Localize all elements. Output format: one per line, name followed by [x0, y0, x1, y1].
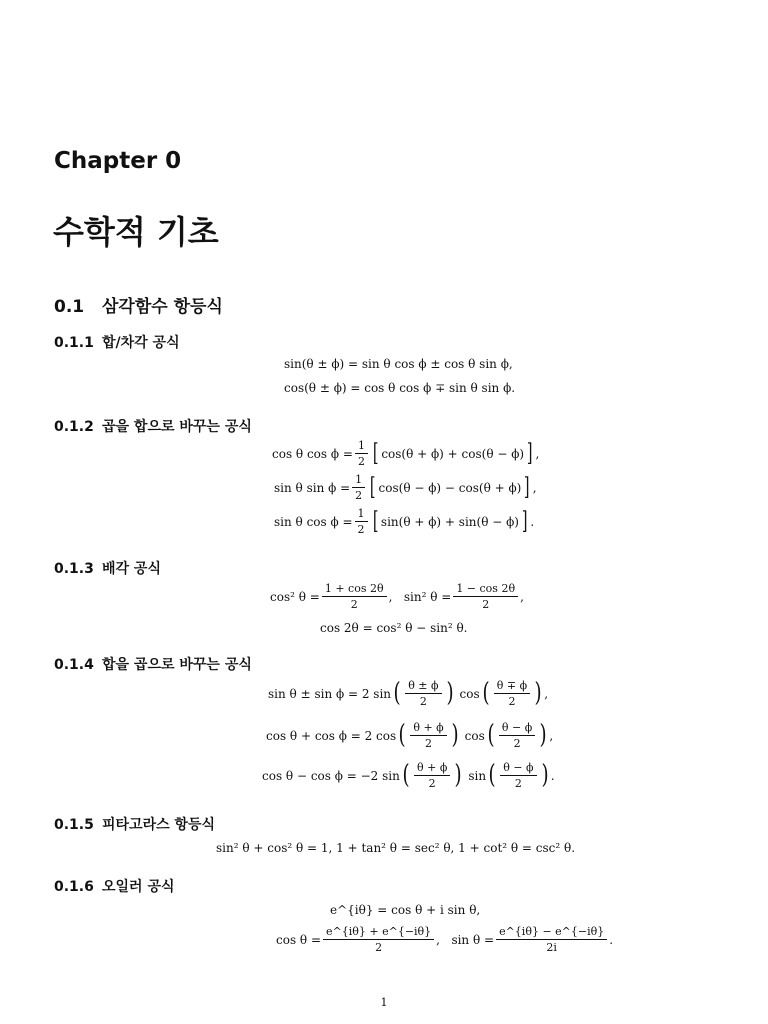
equation-cos-double: cos 2θ = cos² θ − sin² θ. — [320, 621, 468, 635]
section-number: 0.1 — [54, 297, 85, 317]
chapter-title: 수학적 기초 — [53, 213, 219, 251]
subsection-number: 0.1.1 — [54, 335, 94, 351]
equation-product-sin-sin: sin θ sin ϕ = $\frac{1}{2}$ [ cos(θ − ϕ) − cos(θ + ϕ) ] , — [274, 472, 537, 502]
fraction-half: $\frac{1}{2}$ — [352, 474, 365, 501]
subsection-title: 오일러 공식 — [102, 879, 175, 895]
subsection-title: 피타고라스 항등식 — [102, 817, 216, 833]
equation-product-sin-cos: sin θ cos ϕ = $\frac{1}{2}$ [ sin(θ + ϕ) + sin(θ − ϕ) ] . — [274, 506, 535, 536]
equation-double-angle: cos² θ = $\frac{1 + \cos 2\theta}{2}$ , sin² θ = $\frac{1 - \cos 2\theta}{2}$ , — [270, 582, 524, 611]
subsection-number: 0.1.6 — [54, 879, 94, 895]
fraction-half: $\frac{1}{2}$ — [355, 508, 368, 535]
equation-sum-to-product-cos-minus: cos θ − cos ϕ = −2 sin ( $\frac{\theta + \phi}{2}$ ) sin ( $\frac{\theta - \phi}{2}$ ) . — [262, 759, 555, 790]
subsection-title: 합을 곱으로 바꾸는 공식 — [102, 657, 252, 673]
chapter-label: Chapter 0 — [54, 148, 182, 174]
subsection-heading — [54, 332, 180, 352]
section-heading — [54, 292, 223, 317]
subsection-heading — [54, 814, 215, 834]
subsection-title: 합/차각 공식 — [102, 335, 180, 351]
equation-euler-cos-sin: cos θ = $\frac{e\^{}\{i\theta\} + e\^{}\{-i\theta\}}{2}$ , sin θ = $\frac{e\^{}\{i\theta\} - e\^{}\{-i\theta\}}{2i}$ . — [276, 925, 614, 954]
subsection-heading — [54, 876, 175, 896]
equation-sum-sin: sin(θ ± ϕ) = sin θ cos ϕ ± cos θ sin ϕ, — [284, 357, 513, 371]
subsection-heading — [54, 558, 161, 578]
subsection-number: 0.1.3 — [54, 561, 94, 577]
subsection-title: 곱을 합으로 바꾸는 공식 — [102, 419, 252, 435]
fraction-sin-squared: $\frac{1 - \cos 2\theta}{2}$ — [453, 583, 518, 610]
subsection-number: 0.1.2 — [54, 419, 94, 435]
equation-pythagorean: sin² θ + cos² θ = 1, 1 + tan² θ = sec² θ, 1 + cot² θ = csc² θ. — [216, 841, 576, 855]
subsection-number: 0.1.4 — [54, 657, 94, 673]
section-title: 삼각함수 항등식 — [102, 297, 223, 317]
fraction-cos-squared: $\frac{1 + \cos 2\theta}{2}$ — [322, 583, 387, 610]
subsection-heading — [54, 416, 252, 436]
equation-euler: e^{iθ} = cos θ + i sin θ, — [330, 903, 481, 917]
fraction-half: $\frac{1}{2}$ — [355, 440, 368, 467]
equation-sum-to-product-sin: sin θ ± sin ϕ = 2 sin ( $\frac{\theta \pm \phi}{2}$ ) cos ( $\frac{\theta \mp \phi}{2}$ ) , — [268, 677, 549, 708]
subsection-title: 배각 공식 — [102, 561, 161, 577]
equation-product-cos-cos: cos θ cos ϕ = $\frac{1}{2}$ [ cos(θ + ϕ) + cos(θ − ϕ) ] , — [272, 438, 540, 468]
page-number: 1 — [380, 996, 388, 1009]
subsection-heading — [54, 654, 252, 674]
equation-sum-to-product-cos-plus: cos θ + cos ϕ = 2 cos ( $\frac{\theta + \phi}{2}$ ) cos ( $\frac{\theta - \phi}{2}$ ) , — [266, 719, 554, 750]
equation-sum-cos: cos(θ ± ϕ) = cos θ cos ϕ ∓ sin θ sin ϕ. — [284, 381, 516, 395]
subsection-number: 0.1.5 — [54, 817, 94, 833]
